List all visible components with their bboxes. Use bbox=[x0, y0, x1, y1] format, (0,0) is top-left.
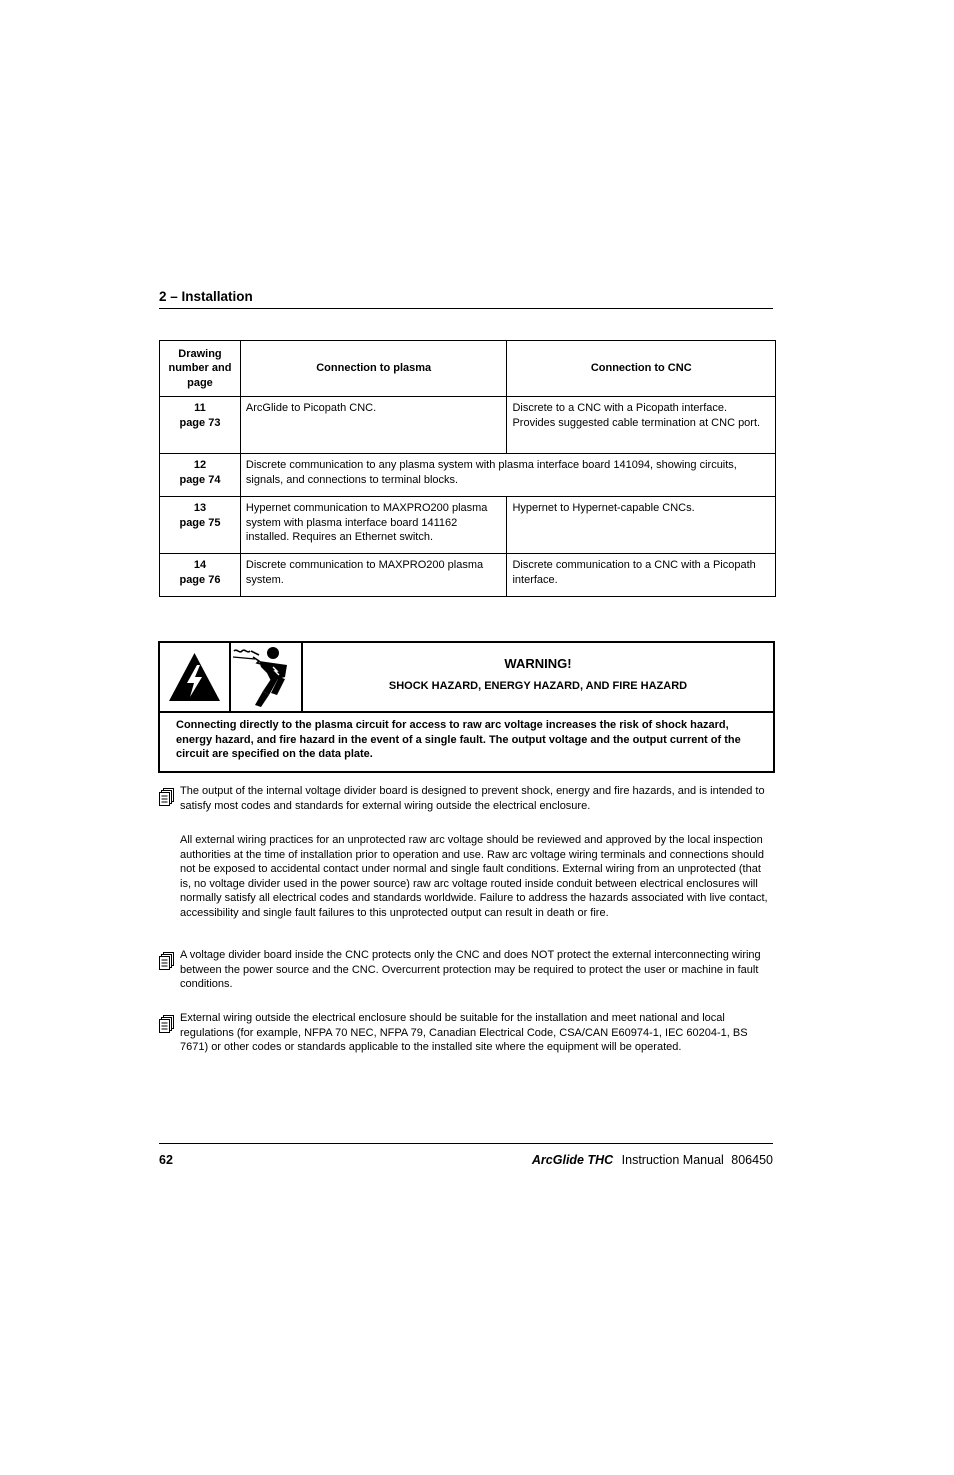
drawing-number: 13 bbox=[193, 502, 207, 514]
product-name: ArcGlide THC bbox=[531, 1153, 614, 1167]
cnc-cell: Hypernet to Hypernet-capable CNCs. bbox=[507, 497, 776, 554]
note-paragraph: A voltage divider board inside the CNC protects only the CNC and does NOT protect the external interconnecting wiring between the power source and the CNC. Overcurrent protection may be required to protect the user or machine in fault conditions. bbox=[180, 949, 761, 990]
plasma-cell: Hypernet communication to MAXPRO200 plasma system with plasma interface board 141162 installed. Requires an Ethernet switch. bbox=[240, 497, 507, 554]
drawing-cell bbox=[160, 497, 241, 554]
drawing-cell bbox=[160, 454, 241, 497]
warning-text: Connecting directly to the plasma circuit for access to raw arc voltage increases the risk of shock hazard, energy hazard, and fire hazard in the event of a single fault. The output voltage and the output current of the circuit are specified on the data plate. bbox=[176, 719, 741, 760]
note-icon bbox=[159, 788, 175, 806]
table-row bbox=[160, 454, 776, 497]
drawing-connections-table bbox=[159, 340, 776, 597]
drawing-page: page 76 bbox=[179, 573, 221, 586]
drawing-page: page 73 bbox=[179, 416, 221, 429]
table-row bbox=[160, 554, 776, 597]
document-number: 806450 bbox=[731, 1153, 773, 1167]
electrical-hazard-triangle-icon bbox=[160, 643, 231, 711]
table-row bbox=[160, 497, 776, 554]
drawing-cell bbox=[160, 397, 241, 454]
footer-doc-info bbox=[532, 1153, 773, 1167]
warning-title: WARNING! bbox=[504, 656, 572, 671]
table-header-row bbox=[160, 341, 776, 397]
section-header: 2 – Installation bbox=[159, 289, 253, 304]
electric-shock-person-icon bbox=[231, 643, 303, 711]
document-type: Instruction Manual bbox=[621, 1153, 724, 1167]
drawing-page: page 74 bbox=[179, 473, 221, 486]
plasma-cell: Discrete communication to MAXPRO200 plasma system. bbox=[240, 554, 507, 597]
warning-box bbox=[158, 641, 775, 773]
drawing-page: page 75 bbox=[179, 516, 221, 529]
note-paragraph: The output of the internal voltage divider board is designed to prevent shock, energy and fire hazards, and is intended to satisfy most codes and standards for external wiring outside the electrical enclosure. bbox=[180, 785, 765, 812]
spanning-cell: Discrete communication to any plasma system with plasma interface board 141094, showing circuits, signals, and connections to terminal blocks. bbox=[240, 454, 775, 497]
note-icon bbox=[159, 1015, 175, 1033]
page-number: 62 bbox=[159, 1153, 173, 1167]
column-header-drawing: Drawing number and page bbox=[160, 341, 241, 397]
warning-heading bbox=[303, 643, 773, 711]
footer-divider bbox=[159, 1143, 773, 1144]
drawing-number: 14 bbox=[193, 559, 207, 571]
drawing-number: 11 bbox=[194, 402, 206, 414]
warning-subtitle: SHOCK HAZARD, ENERGY HAZARD, AND FIRE HAZARD bbox=[388, 680, 688, 692]
column-header-cnc: Connection to CNC bbox=[507, 341, 776, 397]
cnc-cell: Discrete communication to a CNC with a Picopath interface. bbox=[507, 554, 776, 597]
warning-header-row bbox=[160, 643, 773, 713]
note-paragraph: External wiring outside the electrical enclosure should be suitable for the installation and meet national and local regulations (for example, NFPA 70 NEC, NFPA 79, Canadian Electrical Code, CSA/CAN E60974-1, IEC 60204-1, BS 7671) or other codes or standards applicable to the installed site where the equipment will be operated. bbox=[180, 1012, 748, 1053]
note-icon bbox=[159, 952, 175, 970]
header-divider bbox=[159, 308, 773, 309]
column-header-plasma: Connection to plasma bbox=[240, 341, 507, 397]
note-paragraph: All external wiring practices for an unprotected raw arc voltage should be reviewed and approved by the local inspection authorities at the time of installation prior to operation and use. Raw arc voltage wiring terminals and connections should not be exposed to accidental contact under normal and single fault conditions. External wiring from an unprotected (that is, no voltage divider used in the power source) raw arc voltage routed inside conduit between electrical enclosures will normally satisfy all electrical codes and standards worldwide. Failure to address the hazards associated with live contact, accessibility and single fault failures to this unprotected output can result in death or fire. bbox=[180, 834, 768, 919]
drawing-number: 12 bbox=[193, 459, 207, 471]
drawing-cell bbox=[160, 554, 241, 597]
plasma-cell: ArcGlide to Picopath CNC. bbox=[240, 397, 507, 454]
cnc-cell: Discrete to a CNC with a Picopath interface. Provides suggested cable termination at CNC port. bbox=[507, 397, 776, 454]
table-row bbox=[160, 397, 776, 454]
